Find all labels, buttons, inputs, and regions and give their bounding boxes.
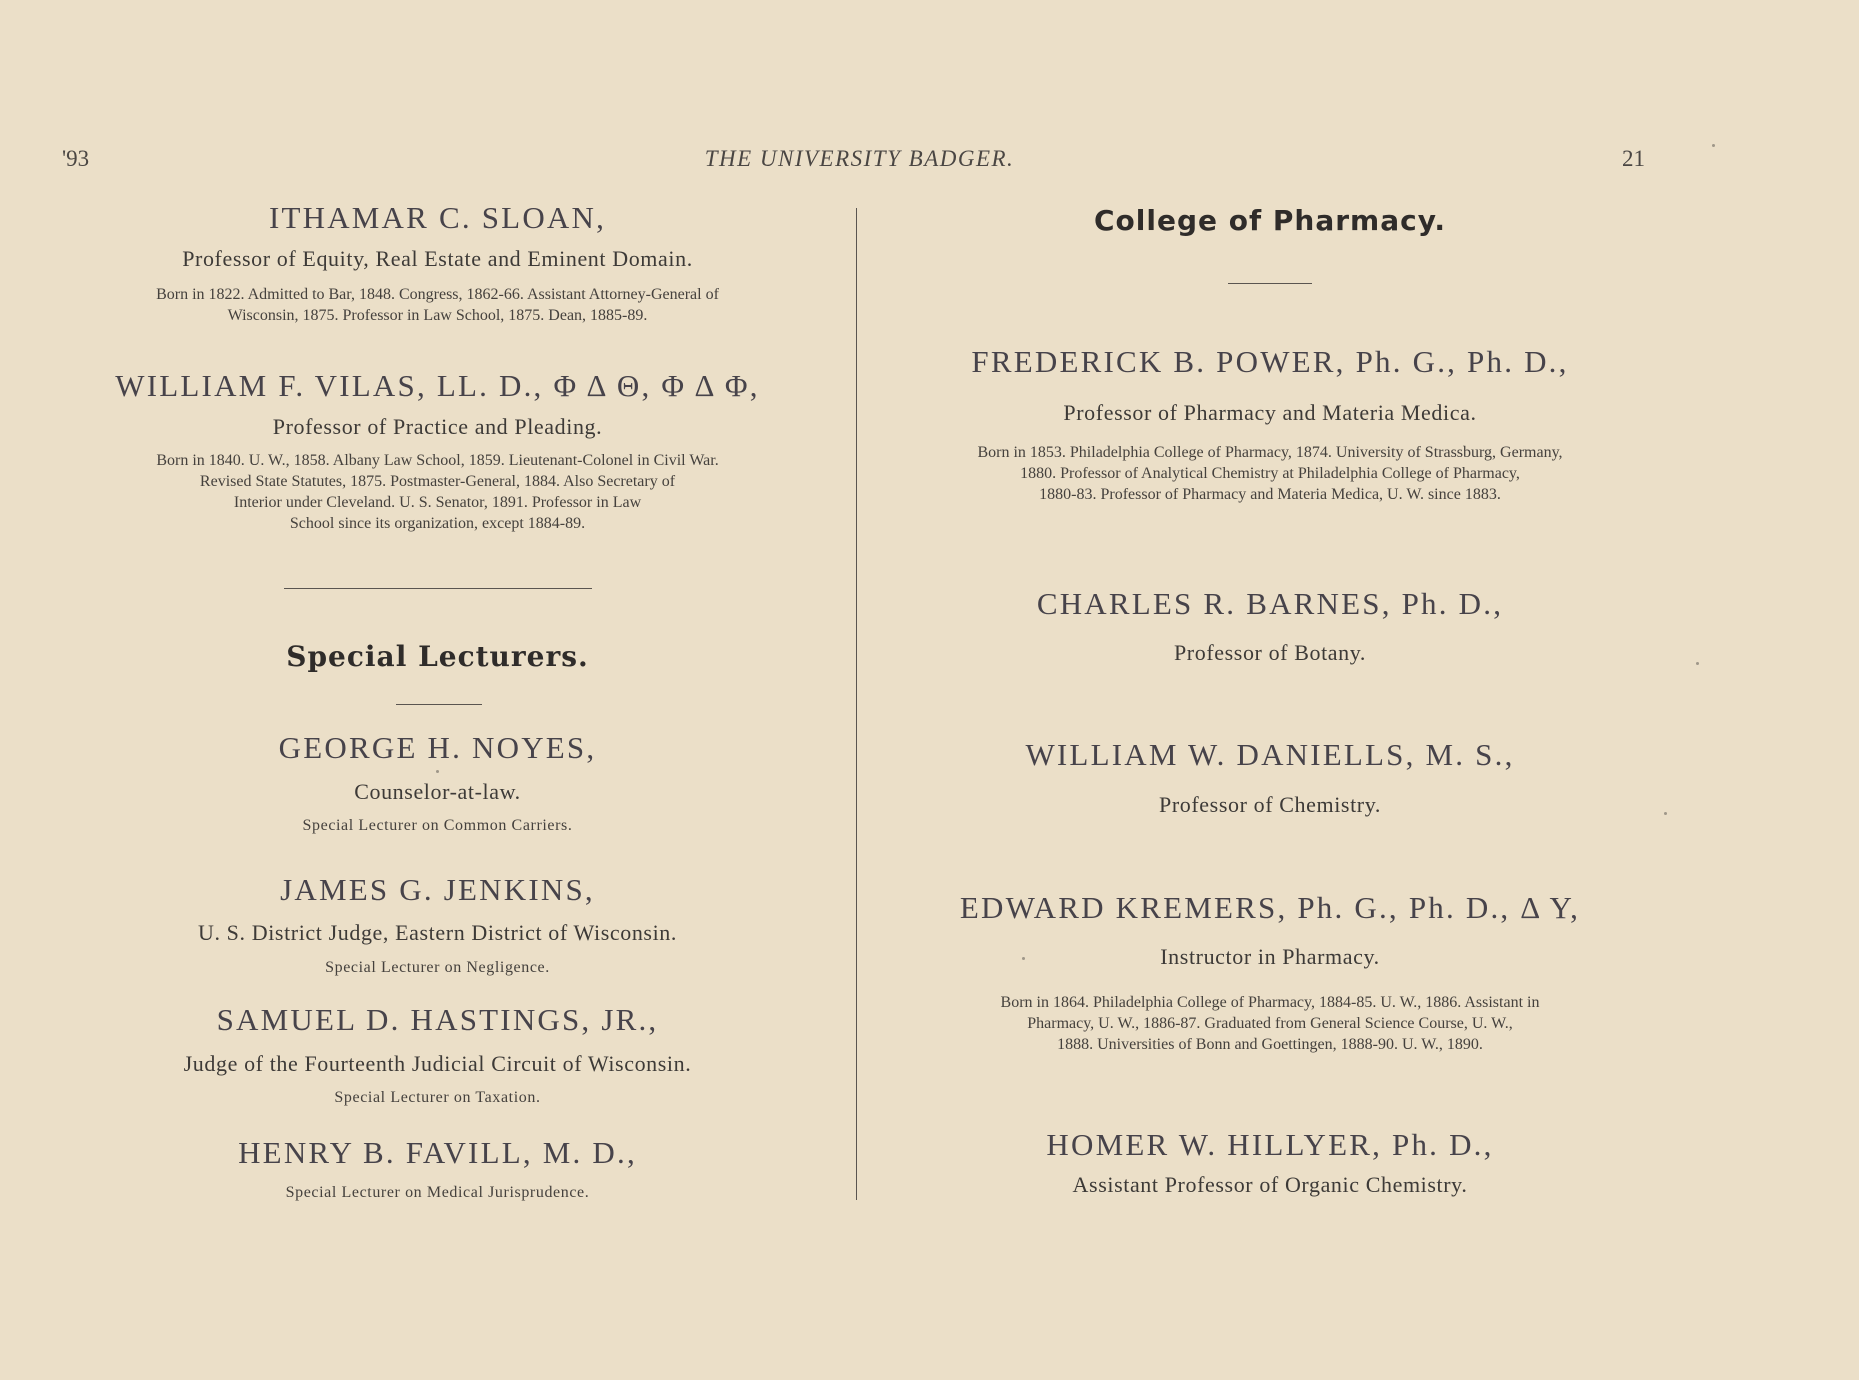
page-number: 21 (1622, 146, 1645, 171)
bio-line: Pharmacy, U. W., 1886-87. Graduated from General Science Course, U. W., (1027, 1015, 1513, 1032)
faculty-bio-kremers (890, 992, 1650, 1055)
faculty-title-barnes: Professor of Botany. (1173, 640, 1367, 665)
faculty-title-hillyer: Assistant Professor of Organic Chemistry. (1072, 1172, 1468, 1197)
faculty-name-barnes: CHARLES R. BARNES, Ph. D., (1036, 586, 1504, 621)
heading-underline (1228, 283, 1312, 284)
bio-line: Born in 1840. U. W., 1858. Albany Law School, 1859. Lieutenant-Colonel in Civil War. (156, 452, 719, 469)
lecturer-name-hastings: SAMUEL D. HASTINGS, JR., (216, 1002, 659, 1037)
faculty-name-vilas: WILLIAM F. VILAS, LL. D., Φ Δ Θ, Φ Δ Φ, (115, 368, 760, 403)
faculty-title-vilas: Professor of Practice and Pleading. (272, 414, 603, 439)
faculty-title-power: Professor of Pharmacy and Materia Medica. (1063, 400, 1477, 425)
bio-line: 1880-83. Professor of Pharmacy and Materia Medica, U. W. since 1883. (1039, 486, 1501, 503)
faculty-bio-power (890, 442, 1650, 505)
running-header-title: THE UNIVERSITY BADGER. (704, 146, 1015, 171)
lecturer-name-jenkins: JAMES G. JENKINS, (280, 872, 595, 907)
lecturer-title-hastings: Judge of the Fourteenth Judicial Circuit of Wisconsin. (183, 1051, 692, 1076)
paper-speck (1022, 957, 1025, 960)
paper-speck (1664, 812, 1667, 815)
faculty-name-daniells: WILLIAM W. DANIELLS, M. S., (1025, 737, 1515, 772)
column-divider (856, 208, 857, 1200)
lecturer-name-favill: HENRY B. FAVILL, M. D., (238, 1135, 637, 1170)
faculty-bio-vilas (60, 450, 815, 534)
faculty-title-sloan: Professor of Equity, Real Estate and Eminent Domain. (182, 246, 693, 271)
bio-line: 1888. Universities of Bonn and Goettingen, 1888-90. U. W., 1890. (1057, 1036, 1483, 1053)
faculty-title-daniells: Professor of Chemistry. (1159, 792, 1381, 817)
lecturer-subject-noyes: Special Lecturer on Common Carriers. (302, 817, 573, 834)
bio-line: Interior under Cleveland. U. S. Senator, 1891. Professor in Law (233, 494, 642, 511)
lecturer-subject-favill: Special Lecturer on Medical Jurisprudence. (285, 1184, 590, 1201)
paper-speck (436, 770, 439, 773)
bio-line: Born in 1864. Philadelphia College of Pharmacy, 1884-85. U. W., 1886. Assistant in (1000, 994, 1540, 1011)
paper-speck (1712, 144, 1715, 147)
lecturer-subject-jenkins: Special Lecturer on Negligence. (325, 959, 550, 976)
bio-line: Revised State Statutes, 1875. Postmaster-General, 1884. Also Secretary of (199, 473, 676, 490)
section-rule (284, 588, 592, 589)
college-of-pharmacy-heading: College of Pharmacy. (1093, 204, 1447, 237)
heading-underline (396, 704, 482, 705)
faculty-name-kremers: EDWARD KREMERS, Ph. G., Ph. D., Δ Υ, (959, 890, 1581, 925)
paper-speck (1696, 662, 1699, 665)
lecturer-subject-hastings: Special Lecturer on Taxation. (334, 1089, 541, 1106)
bio-line: Born in 1853. Philadelphia College of Pharmacy, 1874. University of Strassburg, Germany, (977, 444, 1563, 461)
bio-line: School since its organization, except 1884-89. (289, 515, 586, 532)
faculty-name-power: FREDERICK B. POWER, Ph. G., Ph. D., (971, 344, 1569, 379)
bio-line: Born in 1822. Admitted to Bar, 1848. Congress, 1862-66. Assistant Attorney-General of (156, 286, 719, 303)
bio-line: Wisconsin, 1875. Professor in Law School, 1875. Dean, 1885-89. (227, 307, 648, 324)
faculty-name-hillyer: HOMER W. HILLYER, Ph. D., (1046, 1127, 1494, 1162)
special-lecturers-heading: Special Lecturers. (286, 640, 589, 673)
page-year-mark: '93 (62, 146, 90, 171)
lecturer-name-noyes: GEORGE H. NOYES, (278, 730, 597, 765)
faculty-name-sloan: ITHAMAR C. SLOAN, (268, 200, 607, 235)
lecturer-title-noyes: Counselor-at-law. (354, 779, 521, 804)
faculty-title-kremers: Instructor in Pharmacy. (1160, 944, 1380, 969)
faculty-bio-sloan (60, 284, 815, 326)
lecturer-title-jenkins: U. S. District Judge, Eastern District of Wisconsin. (197, 920, 678, 945)
bio-line: 1880. Professor of Analytical Chemistry at Philadelphia College of Pharmacy, (1020, 465, 1520, 482)
